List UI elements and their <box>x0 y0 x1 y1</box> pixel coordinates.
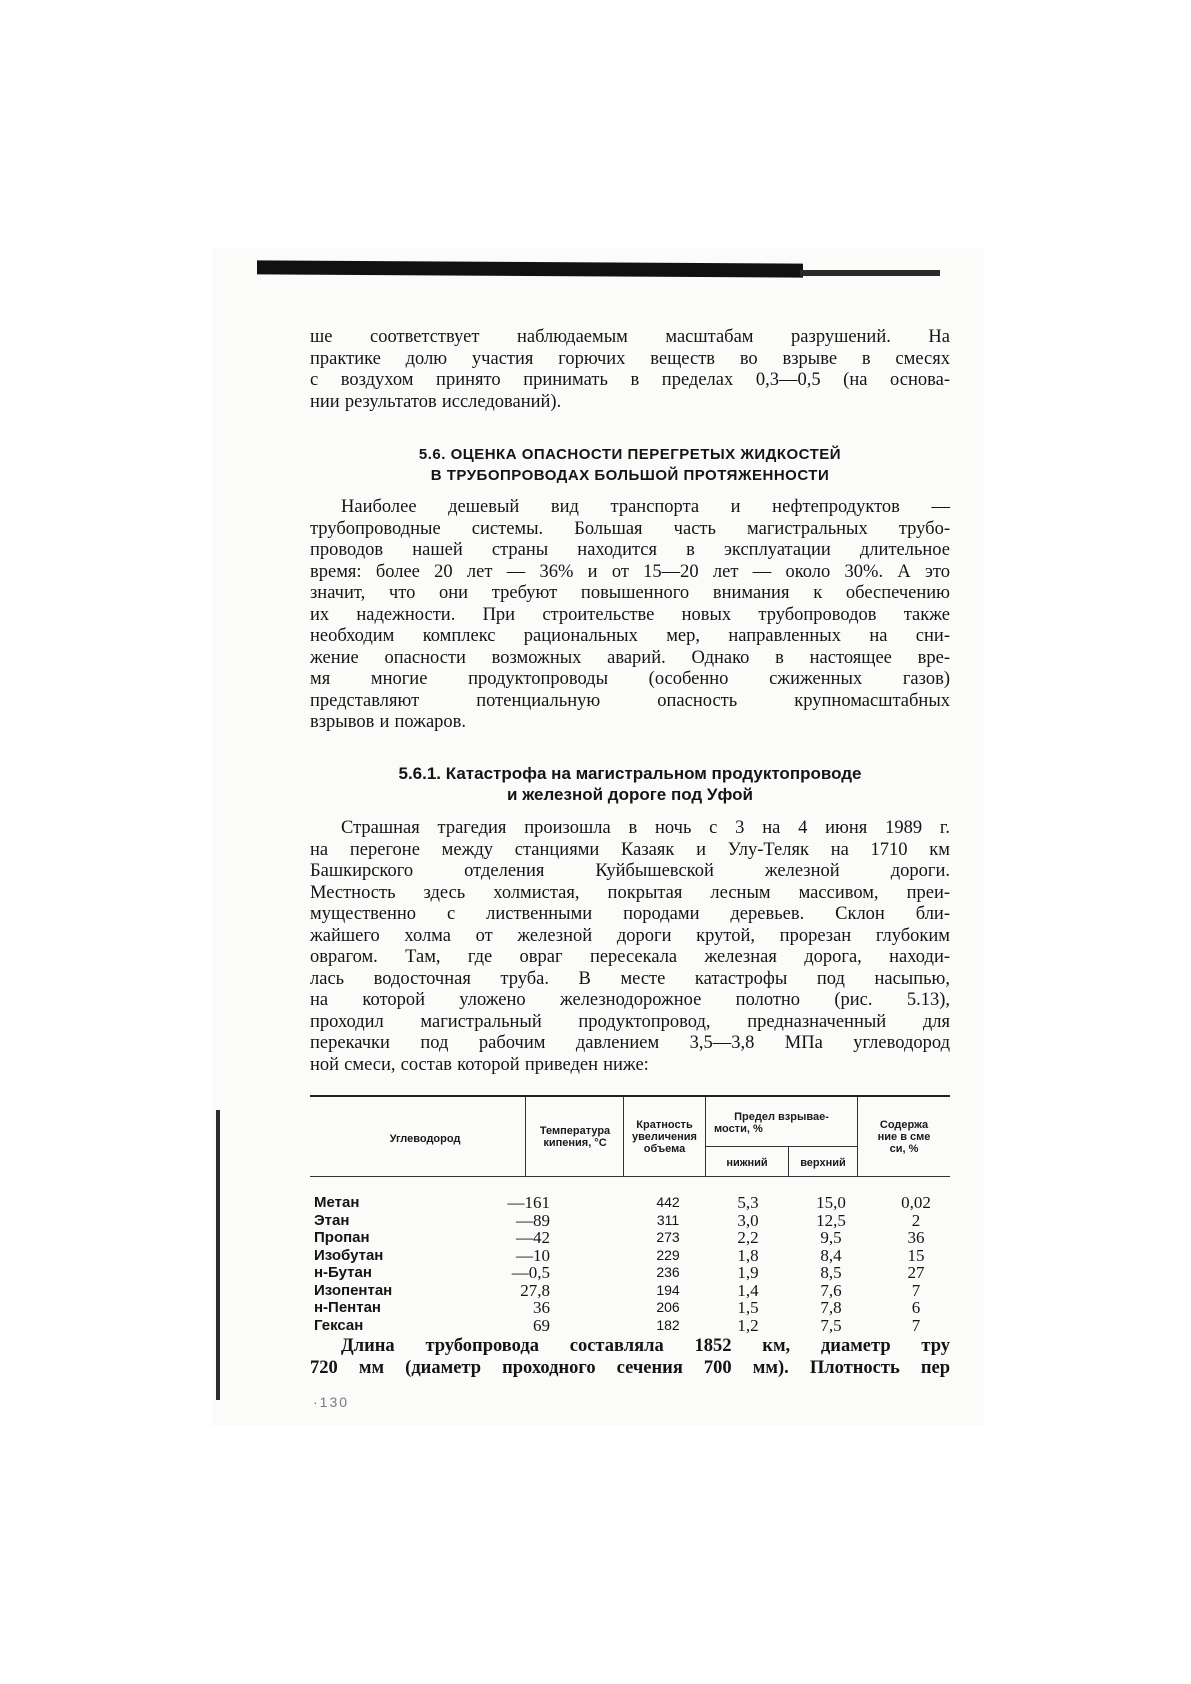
cell-name: Этан <box>314 1211 350 1229</box>
header-hydrocarbon: Углеводород <box>389 1133 461 1145</box>
header-line: увеличения <box>632 1131 697 1143</box>
cell-content: 6 <box>911 1298 921 1317</box>
cell-name: н-Бутан <box>314 1264 372 1281</box>
text-line: с воздухом принято принимать в пределах 0,3—0,5 (на основа- <box>310 370 950 390</box>
paragraph-catastrophe <box>310 818 950 1076</box>
paragraph-pipeline-length <box>310 1336 950 1380</box>
table-header <box>310 1095 950 1177</box>
cell-content: 0,02 <box>901 1193 931 1212</box>
cell-volume-ratio: 236 <box>656 1264 680 1280</box>
header-explosion-limit <box>706 1111 857 1135</box>
text-line: практике долю участия горючих веществ во взрыве в смесях <box>310 348 950 369</box>
subsection-heading-line: и железной дороге под Уфой <box>507 785 753 804</box>
cell-volume-ratio: 194 <box>656 1281 680 1298</box>
table-row <box>310 1212 950 1230</box>
cell-volume-ratio: 229 <box>656 1246 680 1263</box>
page-left-edge-shadow <box>216 1110 220 1400</box>
cell-lower-limit: 2,2 <box>737 1228 759 1247</box>
cell-boiling-temp: —89 <box>516 1210 550 1230</box>
text-line: их надежности. При строительстве новых трубопроводов также <box>310 604 950 625</box>
cell-upper-limit: 7,8 <box>820 1298 842 1317</box>
header-line: объема <box>643 1143 686 1155</box>
cell-content: 36 <box>907 1228 925 1247</box>
text-line: Страшная трагедия произошла в ночь с 3 на 4 июня 1989 г. <box>341 818 950 838</box>
header-line: Кратность <box>636 1119 693 1131</box>
table-row <box>310 1194 950 1212</box>
text-line: трубопроводные системы. Большая часть магистральных трубо- <box>310 518 950 539</box>
text-line: жайшего холма от железной дороги крутой, прорезан глубоким <box>310 925 950 946</box>
cell-lower-limit: 1,9 <box>737 1263 759 1282</box>
text-line: проводов нашей страны находится в эксплуатации длительное <box>310 540 950 560</box>
text-line: ше соответствует наблюдаемым масштабам разрушений. На <box>310 327 950 347</box>
text-line: мущественно с лиственными породами деревьев. Склон бли- <box>310 904 950 924</box>
header-boiling-temp <box>527 1125 623 1149</box>
header-line: Содержа <box>879 1119 929 1131</box>
cell-content: 15 <box>907 1245 925 1265</box>
text-line: жение опасности возможных аварий. Однако в настоящее вре- <box>310 647 950 668</box>
cell-name: Гексан <box>314 1316 364 1334</box>
text-line: ной смеси, состав которой приведен ниже: <box>310 1054 649 1075</box>
cell-content: 7 <box>911 1315 921 1335</box>
cell-upper-limit: 8,5 <box>820 1263 842 1282</box>
cell-boiling-temp: —42 <box>516 1228 550 1247</box>
table-row <box>310 1247 950 1265</box>
cell-boiling-temp: 36 <box>533 1298 550 1317</box>
header-line: Предел взрывае- <box>734 1111 829 1123</box>
header-lower-limit: нижний <box>726 1157 768 1169</box>
header-line: Температура <box>539 1125 611 1137</box>
header-content-percent <box>858 1119 950 1155</box>
page-number: ·130 <box>313 1394 350 1410</box>
cell-boiling-temp: 27,8 <box>520 1280 550 1300</box>
subsection-heading <box>310 763 950 805</box>
table-row <box>310 1317 950 1335</box>
cell-lower-limit: 1,2 <box>737 1315 759 1335</box>
cell-volume-ratio: 442 <box>656 1194 680 1210</box>
cell-boiling-temp: —0,5 <box>511 1263 550 1282</box>
cell-content: 7 <box>911 1280 921 1300</box>
cell-upper-limit: 8,4 <box>820 1245 842 1265</box>
cell-lower-limit: 5,3 <box>737 1193 759 1212</box>
subsection-heading-line: 5.6.1. Катастрофа на магистральном продуктопроводе <box>398 764 862 783</box>
cell-name: Пропан <box>314 1229 370 1246</box>
table-subheader-rule <box>705 1146 857 1147</box>
header-line: кипения, °С <box>543 1137 607 1149</box>
cell-volume-ratio: 206 <box>656 1299 680 1315</box>
text-line: время: более 20 лет — 36% и от 15—20 лет — около 30%. А это <box>310 561 950 582</box>
paragraph-pipelines <box>310 497 950 734</box>
text-line: значит, что они требуют повышенного внимания к обеспечению <box>310 583 950 603</box>
text-line: необходим комплекс рациональных мер, направленных на сни- <box>310 626 950 646</box>
table-row <box>310 1299 950 1317</box>
cell-name: Изобутан <box>314 1246 384 1264</box>
text-line: лась водосточная труба. В месте катастрофы под насыпью, <box>310 968 950 989</box>
table-row <box>310 1264 950 1282</box>
cell-volume-ratio: 182 <box>656 1316 680 1333</box>
text-line: 720 мм (диаметр проходного сечения 700 мм). Плотность пер <box>310 1357 950 1378</box>
text-line: нии результатов исследований). <box>310 391 562 412</box>
cell-lower-limit: 1,5 <box>737 1298 759 1317</box>
header-line: си, % <box>889 1143 919 1155</box>
cell-upper-limit: 15,0 <box>816 1193 846 1212</box>
table-top-rule <box>310 1095 950 1097</box>
cell-upper-limit: 7,5 <box>820 1315 842 1335</box>
cell-name: Изопентан <box>314 1281 393 1299</box>
cell-lower-limit: 1,4 <box>737 1280 759 1300</box>
cell-name: н-Пентан <box>314 1299 381 1316</box>
cell-volume-ratio: 273 <box>656 1229 680 1245</box>
header-upper-limit: верхний <box>800 1157 846 1169</box>
text-line: Башкирского отделения Куйбышевской железной дороги. <box>310 861 950 881</box>
paragraph-intro <box>310 327 950 413</box>
cell-content: 2 <box>911 1210 921 1230</box>
text-line: проходил магистральный продуктопровод, предназначенный для <box>310 1011 950 1032</box>
page-top-shadow-tail <box>800 270 940 276</box>
cell-volume-ratio: 311 <box>656 1211 680 1228</box>
text-line: Наиболее дешевый вид транспорта и нефтепродуктов — <box>341 497 950 517</box>
header-line: мости, % <box>714 1123 763 1135</box>
cell-lower-limit: 3,0 <box>737 1210 759 1230</box>
text-line: перекачки под рабочим давлением 3,5—3,8 МПа углеводород <box>310 1033 950 1053</box>
cell-lower-limit: 1,8 <box>737 1245 759 1265</box>
cell-boiling-temp: —161 <box>507 1193 550 1212</box>
cell-name: Метан <box>314 1194 360 1211</box>
text-line: на которой уложено железнодорожное полотно (рис. 5.13), <box>310 990 950 1010</box>
text-line: на перегоне между станциями Казаяк и Улу-Теляк на 1710 км <box>310 839 950 860</box>
text-line: Местность здесь холмистая, покрытая лесным массивом, преи- <box>310 882 950 903</box>
text-line: взрывов и пожаров. <box>310 712 467 732</box>
text-line: представляют потенциальную опасность крупномасштабных <box>310 690 950 711</box>
text-line: мя многие продуктопроводы (особенно сжиженных газов) <box>310 669 950 689</box>
table-header-bottom-rule <box>310 1176 950 1177</box>
cell-upper-limit: 12,5 <box>816 1210 846 1230</box>
section-heading-line: 5.6. ОЦЕНКА ОПАСНОСТИ ПЕРЕГРЕТЫХ ЖИДКОСТЕЙ <box>418 446 842 463</box>
table-row <box>310 1282 950 1300</box>
cell-upper-limit: 9,5 <box>820 1228 842 1247</box>
cell-upper-limit: 7,6 <box>820 1280 842 1300</box>
section-heading-line: В ТРУБОПРОВОДАХ БОЛЬШОЙ ПРОТЯЖЕННОСТИ <box>430 467 830 484</box>
table-row <box>310 1229 950 1247</box>
section-heading <box>310 444 950 486</box>
text-line: Длина трубопровода составляла 1852 км, диаметр тру <box>341 1336 950 1356</box>
table-column-divider <box>525 1097 526 1176</box>
cell-boiling-temp: —10 <box>516 1245 550 1265</box>
header-line: ние в сме <box>877 1131 931 1143</box>
text-line: оврагом. Там, где овраг пересекала железная дорога, находи- <box>310 947 950 967</box>
header-volume-ratio <box>624 1119 705 1155</box>
table-body <box>310 1194 950 1334</box>
cell-content: 27 <box>907 1263 925 1282</box>
cell-boiling-temp: 69 <box>533 1315 550 1335</box>
